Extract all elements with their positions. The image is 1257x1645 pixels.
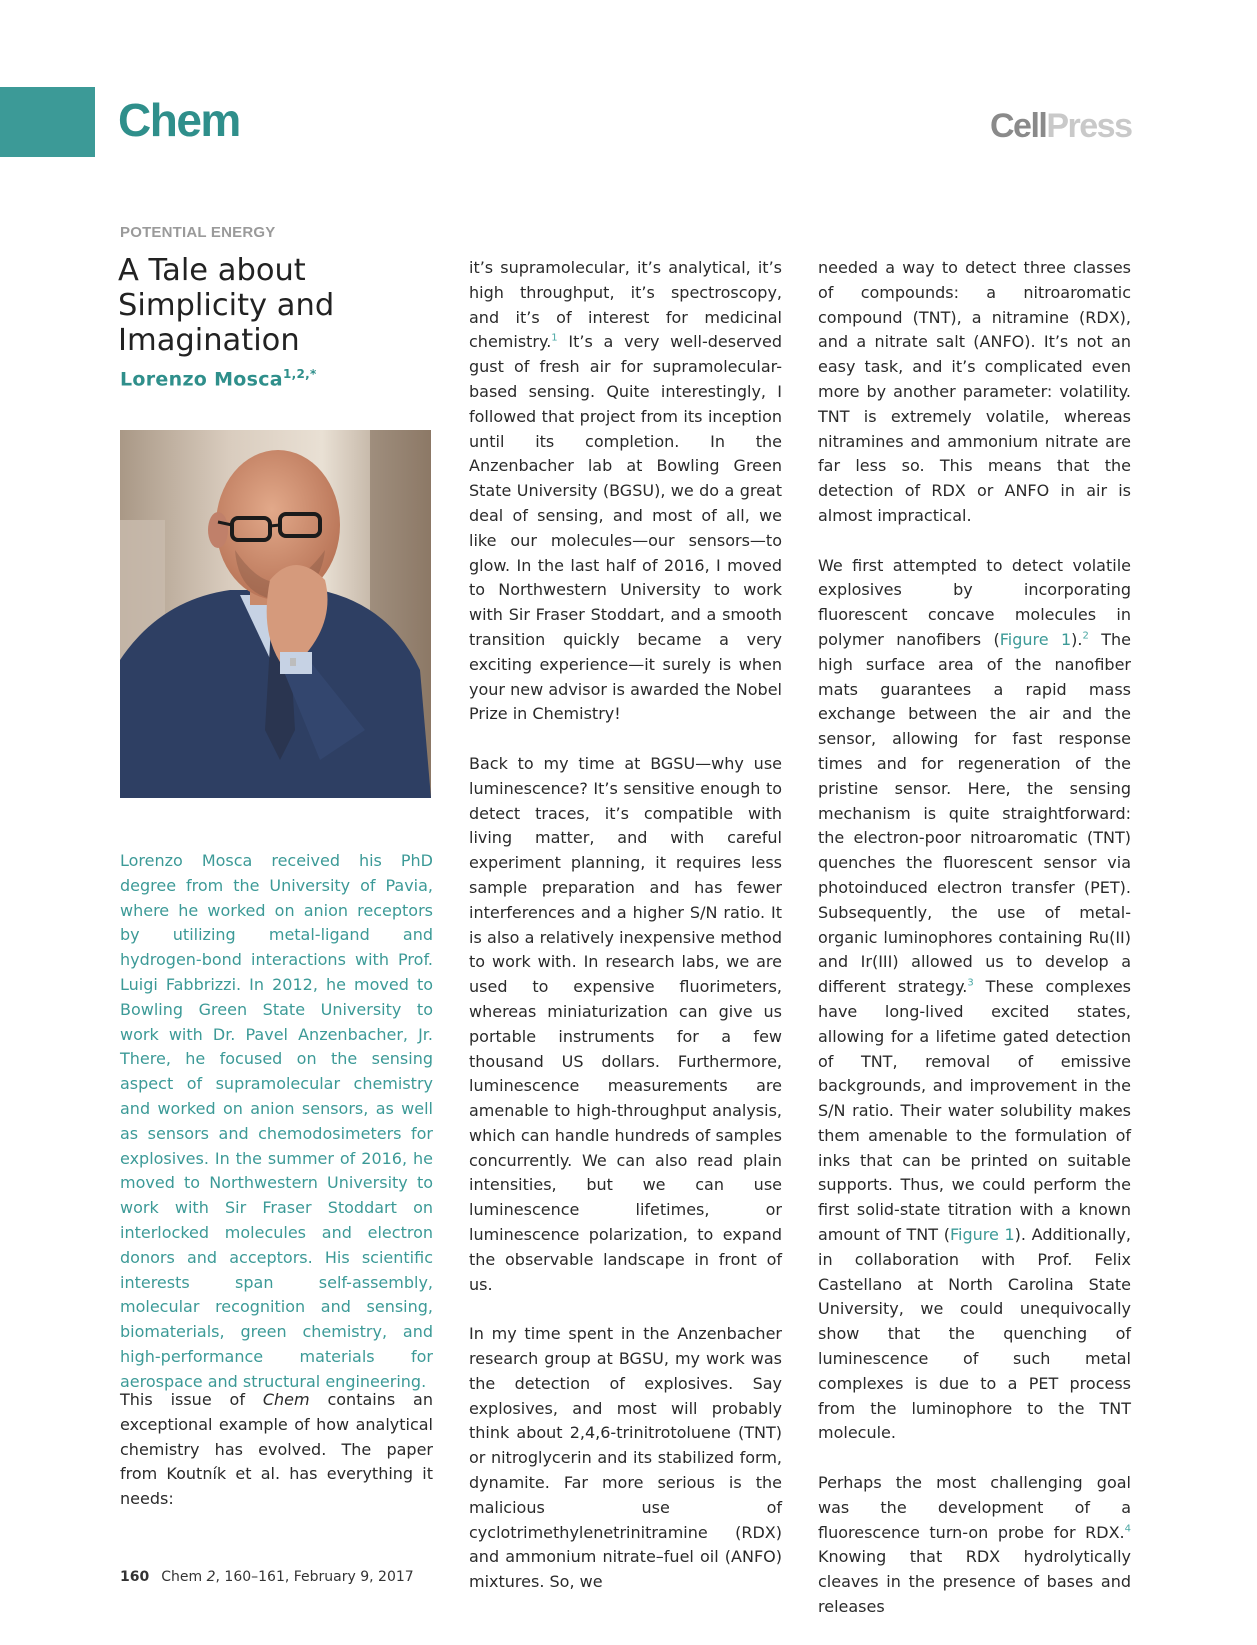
journal-color-block <box>0 87 95 157</box>
page-footer <box>120 1569 414 1585</box>
body-column-1 <box>120 1388 433 1537</box>
reference-link[interactable]: 3 <box>967 977 974 989</box>
paragraph: Perhaps the most challenging goal was the development of a fluorescence turn-on probe for RDX.$^4$ Knowing that RDX hydrolytically cleaves in the presence of bases and releases <box>818 1473 1131 1617</box>
journal-name: Chem <box>262 1390 310 1409</box>
paragraph: This issue of Chem contains an exceptional example of how analytical chemistry has evolved. The paper from Koutník et al. has everything it needs: <box>120 1390 434 1509</box>
body-column-2 <box>469 256 782 1620</box>
article-title: A Tale about Simplicity and Imagination <box>118 253 335 358</box>
reference-link[interactable]: 1 <box>551 333 558 345</box>
author-name[interactable]: Lorenzo Mosca$^{1,2,*}$ <box>120 367 317 391</box>
page-number: 160 <box>120 1569 150 1585</box>
paragraph: needed a way to detect three classes of compounds: a nitroaromatic compound (TNT), a nitramine (RDX), and a nitrate salt (ANFO). It’s not an easy task, and it’s complicated even more by another parameter: volatility. TNT is extremely volatile, whereas nitramines and ammonium nitrate are far less so. This means that the detection of RDX or ANFO in air is almost impractical. <box>818 258 1131 525</box>
author-affiliations: 1,2,* <box>282 367 317 381</box>
paragraph: We first attempted to detect volatile explosives by incorporating fluorescent concave molecules in polymer nanofibers (Figure 1).$^2$ The high surface area of the nanofiber mats guarantees a rapid mass exchange between the air and the sensor, allowing for fast response times and for regeneration of the pristine sensor. Here, the sensing mechanism is quite straightforward: the electron-poor nitroaromatic (TNT) quenches the fluorescent sensor via photoinduced electron transfer (PET). Subsequently, the use of metal-organic luminophores containing Ru(II) and Ir(III) allowed us to develop a different strategy.$^3$ These complexes have long-lived excited states, allowing for a lifetime gated detection of TNT, removal of emissive backgrounds, and improvement in the S/N ratio. Their water solubility makes them amenable to the formulation of inks that can be printed on suitable supports. Thus, we could perform the first solid-state titration with a known amount of TNT (Figure 1). Additionally, in collaboration with Prof. Felix Castellano at North Carolina State University, we could unequivocally show that the quenching of luminescence of such metal complexes is due to a PET process from the luminophore to the TNT molecule. <box>818 555 1131 1443</box>
reference-link[interactable]: 4 <box>1124 1523 1131 1535</box>
paragraph: Back to my time at BGSU—why use luminescence? It’s sensitive enough to detect traces, it’s compatible with living matter, and with careful experiment planning, it requires less sample preparation and has fewer interferences and a higher S/N ratio. It is also a relatively inexpensive method to work with. In research labs, we are used to expensive fluorimeters, whereas miniaturization can give us portable instruments for a few thousand US dollars. Furthermore, luminescence measurements are amenable to high-throughput analysis, which can handle hundreds of samples concurrently. We can also read plain intensities, but we can use luminescence lifetimes, or luminescence polarization, to expand the observable landscape in front of us. <box>469 753 782 1294</box>
figure-link[interactable]: Figure 1 <box>999 629 1072 649</box>
paragraph: In my time spent in the Anzenbacher research group at BGSU, my work was the detection of explosives. Say explosives, and most will probably think about 2,4,6-trinitrotoluene (TNT) or nitroglycerin and its stabilized form, dynamite. Far more serious is the malicious use of cyclotrimethylenetrinitramine (RDX) and ammonium nitrate–fuel oil (ANFO) mixtures. So, we <box>469 1324 782 1592</box>
paragraph: it’s supramolecular, it’s analytical, it’s high throughput, it’s spectroscopy, and it’s of interest for medicinal chemistry.$^1$ It’s a very well-deserved gust of fresh air for supramolecular-based sensing. Quite interestingly, I followed that project from its inception until its completion. In the Anzenbacher lab at Bowling Green State University (BGSU), we do a great deal of sensing, and most of all, we like our molecules—our sensors—to glow. In the last half of 2016, I moved to Northwestern University to work with Sir Fraser Stoddart, and a smooth transition quickly became a very exciting experience—it surely is when your new advisor is awarded the Nobel Prize in Chemistry! <box>469 258 782 724</box>
reference-link[interactable]: 2 <box>1082 630 1089 642</box>
citation: Chem 2, 160–161, February 9, 2017 <box>161 1569 414 1585</box>
body-column-3 <box>818 256 1131 1645</box>
portrait-illustration <box>120 430 431 798</box>
section-label: POTENTIAL ENERGY <box>120 224 276 241</box>
figure-link[interactable]: Figure 1 <box>949 1225 1015 1245</box>
publisher-logo: CellPress <box>990 107 1132 145</box>
author-bio: Lorenzo Mosca received his PhD degree from the University of Pavia, where he worked on anion receptors by utilizing metal-ligand and hydrogen-bond interactions with Prof. Luigi Fabbrizzi. In 2012, he moved to Bowling Green State University to work with Dr. Pavel Anzenbacher, Jr. There, he focused on the sensing aspect of supramolecular chemistry and worked on anion sensors, as well as sensors and chemodosimeters for explosives. In the summer of 2016, he moved to Northwestern University to work with Sir Fraser Stoddart on interlocked molecules and electron donors and acceptors. His scientific interests span self-assembly, molecular recognition and sensing, biomaterials, green chemistry, and high-performance materials for aerospace and structural engineering. <box>120 851 433 1391</box>
journal-logo: Chem <box>118 94 240 146</box>
author-portrait <box>120 430 431 798</box>
